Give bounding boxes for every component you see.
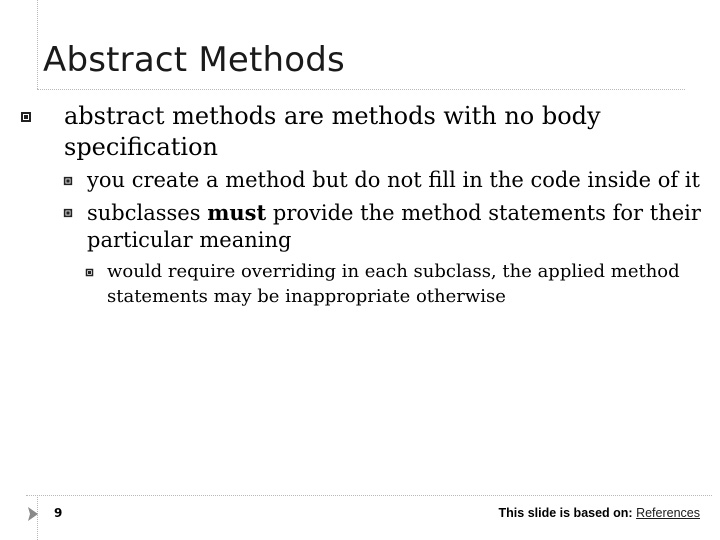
bullet-level2-before-bold: subclasses <box>87 201 208 225</box>
reference-prefix: This slide is based on: <box>498 506 637 520</box>
bullet-level2-bold-word: must <box>207 200 267 225</box>
fancy-bullet-icon <box>63 208 73 218</box>
title-divider <box>37 89 685 90</box>
vertical-divider-top <box>37 0 38 89</box>
fancy-bullet-icon <box>85 268 94 277</box>
fancy-bullet-icon <box>20 111 32 123</box>
bullet-level2-text <box>87 199 701 255</box>
bullet-level1-line1: abstract methods are methods with no body <box>64 102 601 130</box>
footer-divider <box>26 495 712 496</box>
bullet-level3-line1: would require overriding in each subclass, the applied method <box>107 261 680 282</box>
bullet-level3-line2: statements may be inappropriate otherwise <box>107 285 506 307</box>
slide-title: Abstract Methods <box>43 40 345 80</box>
bullet-level1-text <box>64 101 601 162</box>
bullet-level2-line2: particular meaning <box>87 228 292 253</box>
page-number: 9 <box>54 506 63 520</box>
bullet-level2-after-bold: provide the method statements for their <box>266 201 701 225</box>
references-link[interactable]: References <box>636 506 700 520</box>
bullet-level3-text <box>107 260 680 310</box>
bullet-level2-text: you create a method but do not fill in the code inside of it <box>87 168 700 192</box>
footer-reference <box>499 506 700 520</box>
footer-arrow-icon <box>26 506 40 522</box>
bullet-level1-line2: specification <box>64 132 218 161</box>
fancy-bullet-icon <box>63 176 73 186</box>
bullet-level2-line1 <box>87 199 701 227</box>
